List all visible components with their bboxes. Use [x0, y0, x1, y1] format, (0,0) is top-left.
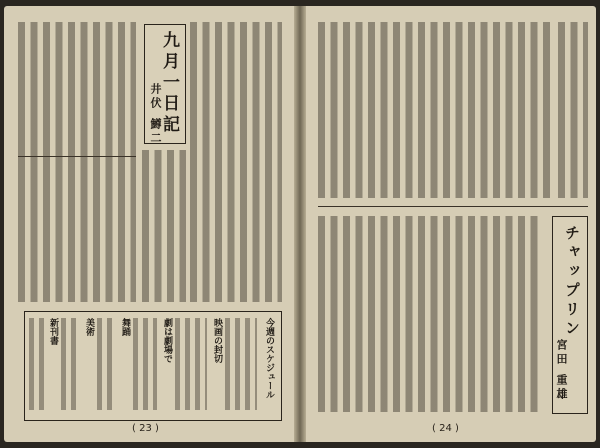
schedule-heading: 今週のスケジュール — [264, 318, 274, 399]
essay-heading-box — [552, 216, 588, 414]
schedule-panel-label: 新刊書 — [48, 318, 58, 345]
schedule-panel-label: 劇は劇場で — [162, 318, 172, 363]
essay-heading-box — [144, 24, 186, 144]
schedule-text — [133, 318, 157, 410]
column-divider — [18, 156, 136, 157]
body-text-column-block — [190, 22, 282, 302]
essay-author: 井伏 鱒二 — [149, 83, 162, 146]
schedule-panel-label: 舞踊 — [120, 318, 130, 336]
schedule-panel-label: 映画の封切 — [212, 318, 222, 363]
schedule-text — [61, 318, 81, 410]
page-number: ( 24 ) — [432, 423, 459, 434]
column-divider — [318, 206, 588, 207]
schedule-text — [175, 318, 207, 410]
body-text-column-block — [318, 216, 542, 412]
right-page — [306, 6, 596, 442]
body-text-column-block — [318, 22, 554, 198]
schedule-panel-label: 美術 — [84, 318, 94, 336]
page-number: ( 23 ) — [132, 423, 159, 434]
essay-title: チャップリン — [563, 225, 581, 339]
body-text-column-block — [558, 22, 588, 198]
schedule-text — [225, 318, 257, 410]
essay-author: 宮田 重雄 — [555, 339, 568, 402]
schedule-text — [97, 318, 117, 410]
book-gutter — [294, 6, 306, 442]
schedule-text — [29, 318, 45, 410]
body-text-column-block — [18, 22, 136, 302]
left-page — [4, 6, 294, 442]
essay-title: 九月一日記 — [159, 31, 179, 136]
schedule-box — [24, 311, 282, 421]
body-text-column-block — [142, 150, 186, 302]
